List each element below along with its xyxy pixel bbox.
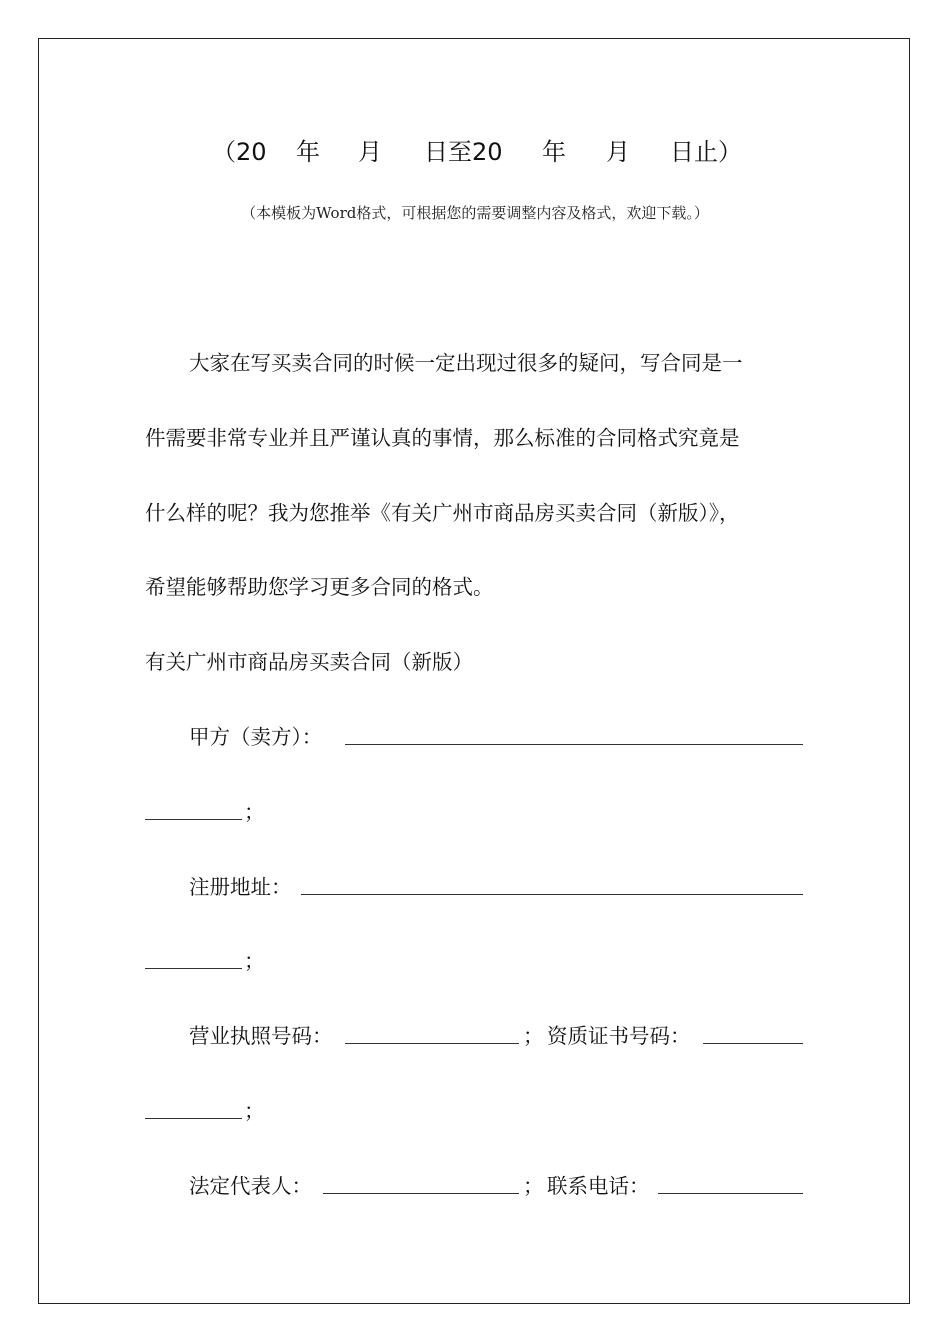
registered-address-continuation [145, 946, 285, 976]
business-license-blank[interactable] [345, 1043, 519, 1044]
business-license-label: 营业执照号码： [189, 1024, 333, 1048]
qualification-cert-label: 资质证书号码： [547, 1024, 691, 1048]
date-month-2: 月 [606, 138, 630, 166]
party-a-row [189, 722, 803, 752]
date-range-line [0, 136, 950, 168]
party-a-blank-cont[interactable] [145, 819, 242, 820]
semicolon: ； [523, 1174, 544, 1198]
template-note: （本模板为Word格式，可根据您的需要调整内容及格式，欢迎下载。） [241, 204, 709, 222]
party-a-label: 甲方（卖方）： [189, 725, 323, 749]
date-year-1: 年 [296, 138, 320, 166]
legal-rep-label: 法定代表人： [189, 1174, 312, 1198]
contract-title: 有关广州市商品房买卖合同（新版） [145, 650, 473, 674]
party-a-continuation [145, 797, 285, 827]
date-day-to: 日至20 [424, 138, 503, 166]
registered-address-row [189, 872, 803, 902]
intro-line-2: 件需要非常专业并且严谨认真的事情，那么标准的合同格式究竟是 [145, 426, 740, 450]
date-year-2: 年 [542, 138, 566, 166]
intro-line-1: 大家在写买卖合同的时候一定出现过很多的疑问，写合同是一 [189, 351, 743, 375]
intro-line-3: 什么样的呢？我为您推举《有关广州市商品房买卖合同（新版）》， [145, 501, 740, 525]
semicolon: ； [244, 1099, 265, 1123]
phone-blank[interactable] [658, 1193, 803, 1194]
license-row [189, 1021, 803, 1051]
intro-line-4: 希望能够帮助您学习更多合同的格式。 [145, 575, 494, 599]
registered-address-blank-cont[interactable] [145, 968, 242, 969]
phone-label: 联系电话： [547, 1174, 650, 1198]
legal-rep-blank[interactable] [323, 1193, 519, 1194]
date-day-end: 日止） [670, 138, 742, 166]
date-open: （20 [212, 138, 267, 166]
legal-rep-row [189, 1171, 803, 1201]
qualification-continuation [145, 1096, 285, 1126]
qualification-cert-blank-cont[interactable] [145, 1118, 242, 1119]
semicolon: ； [244, 800, 265, 824]
registered-address-blank[interactable] [301, 894, 803, 895]
date-month-1: 月 [358, 138, 382, 166]
semicolon: ； [244, 949, 265, 973]
semicolon: ； [523, 1024, 544, 1048]
party-a-blank[interactable] [345, 744, 803, 745]
qualification-cert-blank[interactable] [703, 1043, 803, 1044]
registered-address-label: 注册地址： [189, 875, 292, 899]
